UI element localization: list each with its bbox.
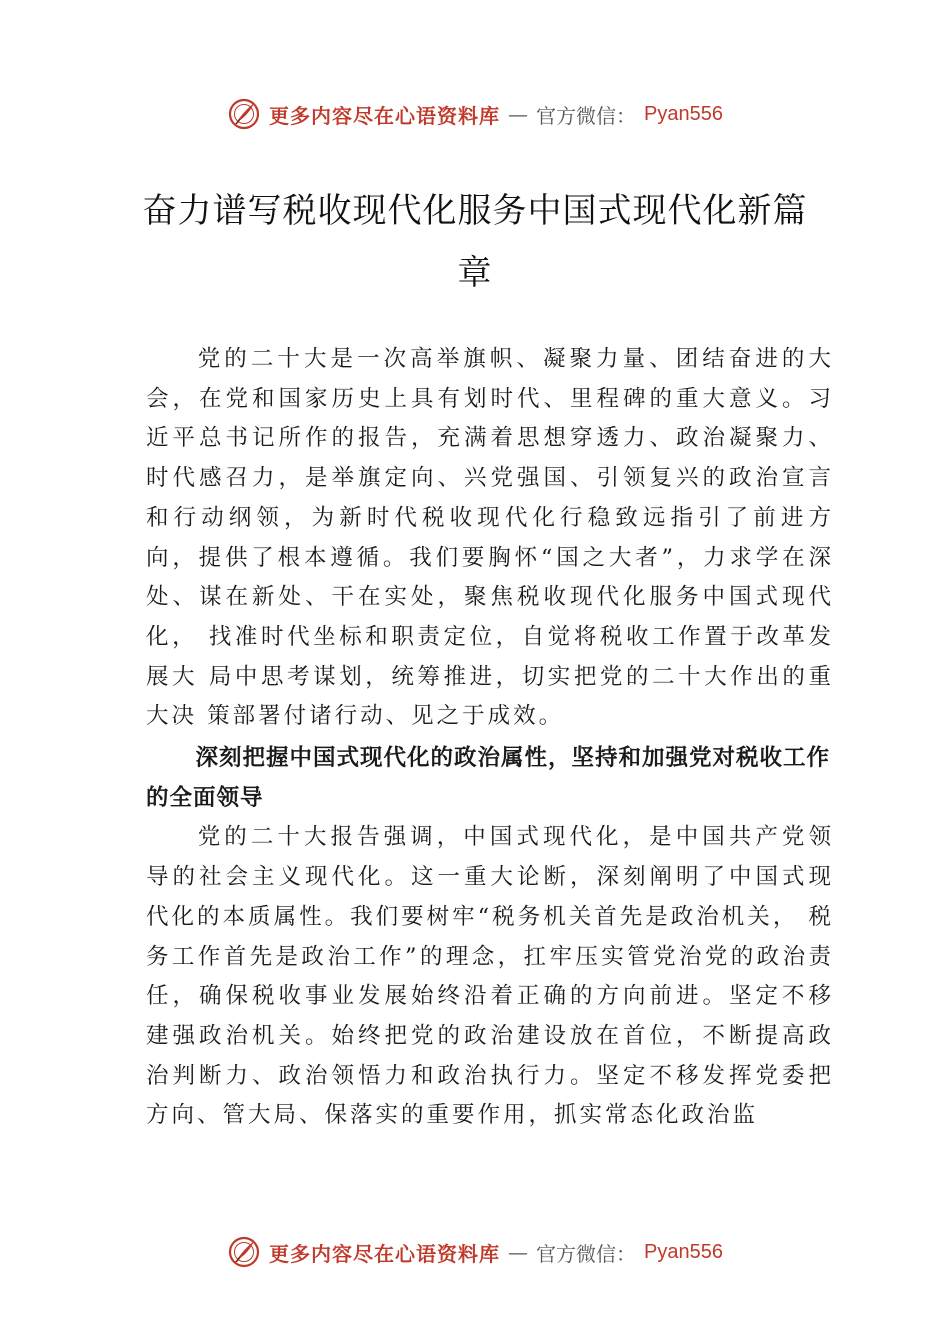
paragraph-1: 党的二十大是一次高举旗帜、凝聚力量、团结奋进的大会，在党和国家历史上具有划时代、里程碑的重大意义。习近平总书记所作的报告，充满着思想穿透力、政治凝聚力、时代感召力，是举旗定向、兴党强国、引领复兴的政治宣言 和行动纲领，为新时代税收现代化行稳致远指引了前进方向，提供了根本遵循。我们要胸怀“国之大者”，力求学在深处、谋在新处、干在实处，聚焦税收现代化服务中国式现代化， 找准时代坐标和职责定位，自觉将税收工作置于改革发展大 局中思考谋划，统筹推进，切实把党的二十大作出的重大决 策部署付诸行动、见之于成效。 xyxy=(146,346,834,730)
brand-text: 更多内容尽在心语资料库 xyxy=(269,1241,501,1266)
brand-text: 更多内容尽在心语资料库 xyxy=(269,103,501,128)
official-label: 官方微信： xyxy=(536,1241,637,1266)
document-body xyxy=(146,340,834,1136)
section-heading-1: 深刻把握中国式现代化的政治属性，坚持和加强党对税收工作的全面领导 xyxy=(146,745,831,811)
banner-separator: — xyxy=(508,1240,529,1264)
feather-quill-seal-icon xyxy=(227,1235,261,1269)
paragraph-2: 党的二十大报告强调，中国式现代化，是中国共产党领导的社会主义现代化。这一重大论断，深刻阐明了中国式现代化的本质属性。我们要树牢“税务机关首先是政治机关， 税务工作首先是政治工作”的理念，扛牢压实管党治党的政治责任，确保税收事业发展始终沿着正确的方向前进。坚定不移建强政治机关。始终把党的政治建设放在首位，不断提高政治判断力、政治领悟力和政治执行力。坚定不移发挥党委把方向、管大局、保落实的重要作用，抓实常态化政治监 xyxy=(146,824,834,1129)
footer-banner xyxy=(0,1232,950,1272)
wechat-id: Pyan556 xyxy=(644,102,723,125)
wechat-id: Pyan556 xyxy=(644,1240,723,1263)
official-label: 官方微信： xyxy=(536,103,637,128)
feather-quill-seal-icon xyxy=(227,97,261,131)
header-banner xyxy=(0,94,950,134)
banner-separator: — xyxy=(508,102,529,126)
document-title: 奋力谱写税收现代化服务中国式现代化新篇章 xyxy=(142,191,808,293)
